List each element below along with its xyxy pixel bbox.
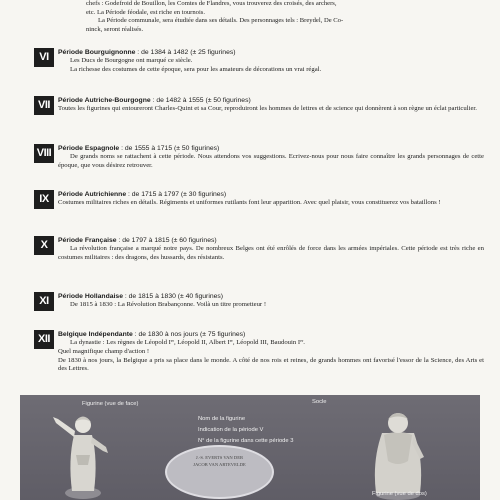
period-title: Période Hollandaise xyxy=(58,293,123,300)
period-description: De 1830 à nos jours, la Belgique a pris sa place dans le monde. A côté de nos rois et reines, de grands hommes ont favorisé l'essor de la Science, des Arts et des Lettres. xyxy=(58,356,484,373)
period-numeral-badge: XI xyxy=(34,292,54,311)
period-range: : de 1555 à 1715 (± 50 figurines) xyxy=(119,145,220,152)
period-range: : de 1384 à 1482 (± 25 figurines) xyxy=(135,49,236,56)
front-view-label: Figurine (vue de face) xyxy=(82,401,139,407)
period-description: La révolution française a marqué notre pays. De nombreux Belges ont été enrôlés de force dans les armées impériales. Cette période est très riche en costumes militaires : des dragons, des hussards, des résistants. xyxy=(58,245,484,261)
period-heading xyxy=(58,293,484,301)
period-heading xyxy=(58,237,484,245)
period-title: Période Espagnole xyxy=(58,145,120,152)
figurine-front-image xyxy=(48,405,118,500)
intro-line: etc. La Période féodale, est riche en tournois. xyxy=(86,8,206,16)
period-description: La richesse des costumes de cette époque, sera pour les amateurs de décorations un vrai régal. xyxy=(70,66,322,73)
period-numeral-badge: VI xyxy=(34,48,54,67)
back-view-label: Figurine (vue de dos) xyxy=(372,491,427,497)
period-title: Période Française xyxy=(58,237,117,244)
figurine-number-label: N° de la figurine dans cette période 3 xyxy=(198,438,294,444)
period-numeral-badge: X xyxy=(34,236,54,255)
period-numeral-badge: XII xyxy=(34,330,54,349)
period-description: La dynastie : Les règnes de Léopold Iᵉʳ, Léopold II, Albert Iᵉʳ, Léopold III, Baudouin Iᵉʳ. xyxy=(70,339,305,347)
period-description: De 1815 à 1830 : La Révolution Brabançonne. Voilà un titre prometteur ! xyxy=(70,301,267,309)
period-title: Période Autrichienne xyxy=(58,191,127,198)
period-heading xyxy=(58,97,484,105)
socle-label: Socle xyxy=(312,399,327,405)
period-title: Période Autriche-Bourgogne xyxy=(58,97,151,104)
period-heading xyxy=(58,191,484,199)
period-range: : de 1815 à 1830 (± 40 figurines) xyxy=(122,293,224,300)
plate-line: J.-S. EVERTS VAN DER xyxy=(195,455,244,460)
period-description: Costumes militaires riches en détails. Régiments et uniformes rutilants font leur apparition. Avec quel plaisir, vous constituerez vos bataillons ! xyxy=(58,199,441,207)
intro-line: La Période communale, sera étudiée dans ses détails. Des personnages tels : Breydel, De Co- xyxy=(98,17,344,25)
plate-line: JACOB VAN ARTEVELDE xyxy=(193,462,246,467)
figurine-base-plate xyxy=(165,445,274,499)
period-title: Période Bourguignonne xyxy=(58,49,136,56)
intro-line: ninck, seront réalisés. xyxy=(86,25,144,33)
period-description: Les Ducs de Bourgogne ont marqué ce siècle. xyxy=(70,57,193,65)
period-indication-label: Indication de la période V xyxy=(198,427,264,433)
period-numeral-badge: VIII xyxy=(34,144,54,163)
period-range: : de 1715 à 1797 (± 30 figurines) xyxy=(126,191,227,198)
period-heading xyxy=(58,49,484,57)
period-description: De grands noms se rattachent à cette période. Nous attendons vos suggestions. Ecrivez-nous pour nous faire connaître les grands personnages de cette époque, que vous désirez retrouver. xyxy=(58,153,484,169)
period-title: Belgique Indépendante xyxy=(58,331,133,338)
figurine-photo-panel xyxy=(20,395,480,500)
period-range: : de 1482 à 1555 (± 50 figurines) xyxy=(150,97,251,104)
period-description: Toutes les figurines qui entoureront Charles-Quint et sa Cour, reproduiront les hommes de lettres et de science qui donnèrent à son règne un éclat particulier. xyxy=(58,105,477,113)
figurine-back-image xyxy=(358,401,438,500)
name-label: Nom de la figurine xyxy=(198,416,246,422)
intro-line: chefs : Godefroid de Bouillon, les Comtes de Flandres, vous trouverez des croisés, des archers, xyxy=(86,0,337,7)
period-range: : de 1797 à 1815 (± 60 figurines) xyxy=(116,237,217,244)
period-numeral-badge: VII xyxy=(34,96,54,115)
period-range: : de 1830 à nos jours (± 75 figurines) xyxy=(132,331,246,338)
period-heading xyxy=(58,331,484,339)
period-heading xyxy=(58,145,484,153)
intro-text xyxy=(86,0,478,34)
period-description: Quel magnifique champ d'action ! xyxy=(58,348,150,355)
period-numeral-badge: IX xyxy=(34,190,54,209)
